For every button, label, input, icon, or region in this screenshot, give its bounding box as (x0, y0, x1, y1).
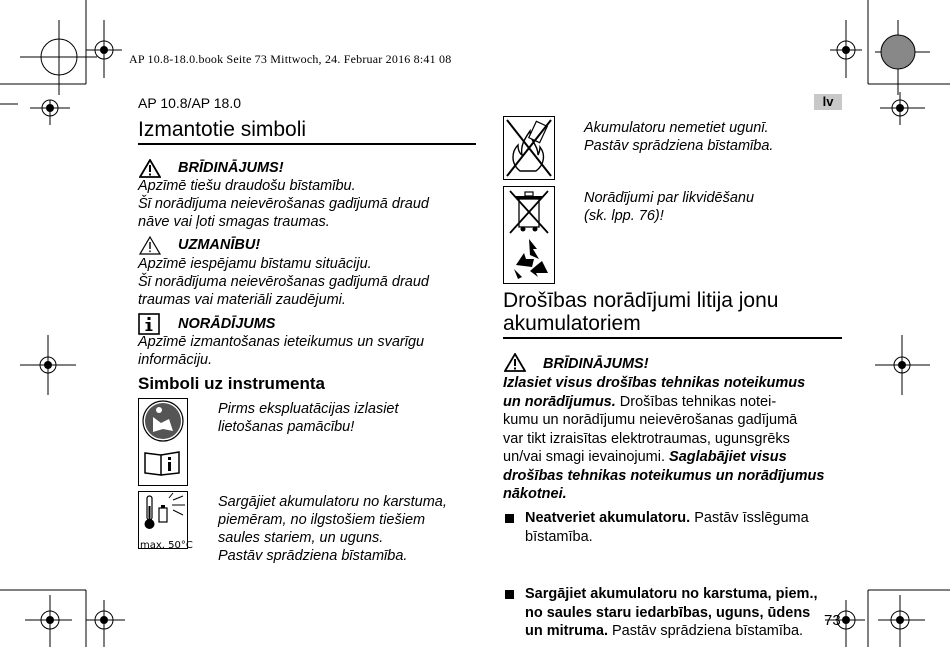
symbol-line: (sk. lpp. 76)! (584, 208, 664, 224)
emphasis-text: un norādījumus. (503, 393, 616, 410)
disposal-text (584, 189, 824, 225)
left-title-block (138, 118, 476, 145)
note-text (138, 333, 483, 369)
body-text: Drošības tehnikas notei- (615, 393, 777, 410)
symbol-line: lietošanas pamācību! (218, 419, 355, 435)
symbol-line: Pirms ekspluatācijas izlasiet (218, 401, 399, 417)
note-label: NORĀDĪJUMS (178, 316, 276, 332)
note-line: Apzīmē izmantošanas ieteikumus un svarīgu (138, 334, 425, 350)
section-title: Izmantotie simboli (138, 118, 307, 141)
no-fire-text (584, 119, 824, 155)
symbol-line: Akumulatoru nemetiet ugunī. (584, 120, 769, 136)
symbol-line: Pastāv sprādziena bīstamība. (584, 138, 774, 154)
bullet-square-icon (505, 514, 514, 523)
read-manual-icon (138, 398, 188, 486)
symbol-line: Norādījumi par likvidēšanu (584, 190, 755, 206)
heat-icon-caption: max. 50°C (140, 540, 193, 551)
info-icon (138, 313, 160, 335)
warning-text (138, 177, 483, 231)
bullet-item (503, 509, 870, 546)
no-fire-icon (503, 116, 555, 180)
emphasis-text: drošības tehnikas noteikumus un norādījumus (503, 467, 825, 484)
symbol-line: piemēram, no ilgstošiem tiešiem (218, 512, 426, 528)
bullet-bold: Sargājiet akumulatoru no karstuma, piem., (525, 586, 818, 602)
symbol-line: saules stariem, un uguns. (218, 530, 384, 546)
body-text: un/vai smagi ievainojumi. (503, 449, 670, 465)
warning-triangle-icon (139, 159, 161, 178)
warning-line: Apzīmē tiešu draudošu bīstamību. (138, 178, 356, 194)
body-text: Pastāv īsslēguma (690, 510, 809, 526)
disposal-icon (503, 186, 555, 284)
language-tab: lv (814, 94, 842, 110)
warning-triangle-icon (504, 353, 526, 372)
bullet-bold: Neatveriet akumulatoru. (525, 510, 691, 526)
emphasis-text: Izlasiet visus drošības tehnikas noteikumus (503, 375, 806, 391)
caution-line: Apzīmē iespējamu bīstamu situāciju. (138, 256, 372, 272)
caution-text (138, 255, 483, 309)
caution-triangle-icon (139, 236, 161, 255)
warning-label: BRĪDINĀJUMS! (543, 356, 649, 372)
subsection-title: Simboli uz instrumenta (138, 374, 326, 393)
doc-code: AP 10.8/AP 18.0 (138, 95, 242, 111)
body-text: kumu un norādījumu neievērošanas gadījumā (503, 412, 798, 428)
symbol-line: Pastāv sprādziena bīstamība. (218, 548, 408, 564)
bullet-bold: un mitruma. (525, 623, 608, 639)
emphasis-text: Saglabājiet visus (669, 449, 787, 465)
safety-paragraph (503, 374, 848, 504)
heat-warning-icon (138, 491, 193, 551)
read-manual-text (218, 400, 478, 436)
note-line: informāciju. (138, 352, 213, 368)
caution-label: UZMANĪBU! (178, 237, 261, 253)
heat-warning-text (218, 493, 483, 565)
title-rule (503, 337, 842, 339)
title-line: Drošības norādījumi litija jonu (503, 289, 779, 312)
title-rule (138, 143, 476, 145)
caution-line: traumas vai materiāli zaudējumi. (138, 292, 346, 308)
bullet-square-icon (505, 590, 514, 599)
body-text: bīstamība. (525, 528, 593, 545)
warning-line: nāve vai ļoti smagas traumas. (138, 214, 330, 230)
warning-label: BRĪDINĀJUMS! (178, 160, 284, 176)
body-text: Pastāv sprādziena bīstamība. (607, 623, 804, 639)
caution-line: Šī norādījuma neievērošanas gadījumā draud (138, 274, 429, 290)
warning-line: Šī norādījuma neievērošanas gadījumā draud (138, 196, 429, 212)
right-title-block (503, 289, 842, 339)
section-title (503, 289, 842, 335)
page-number: 73 (824, 612, 841, 629)
symbol-line: Sargājiet akumulatoru no karstuma, (218, 494, 447, 510)
body-text: var tikt izraisītas elektrotraumas, ugunsgrēks (503, 430, 790, 447)
title-line: akumulatoriem (503, 312, 641, 335)
file-header: AP 10.8-18.0.book Seite 73 Mittwoch, 24. Februar 2016 8:41 08 (129, 52, 452, 66)
emphasis-text: nākotnei. (503, 486, 567, 502)
bullet-bold: no saules staru iedarbības, uguns, ūdens (525, 604, 811, 621)
bullet-item (503, 585, 870, 641)
